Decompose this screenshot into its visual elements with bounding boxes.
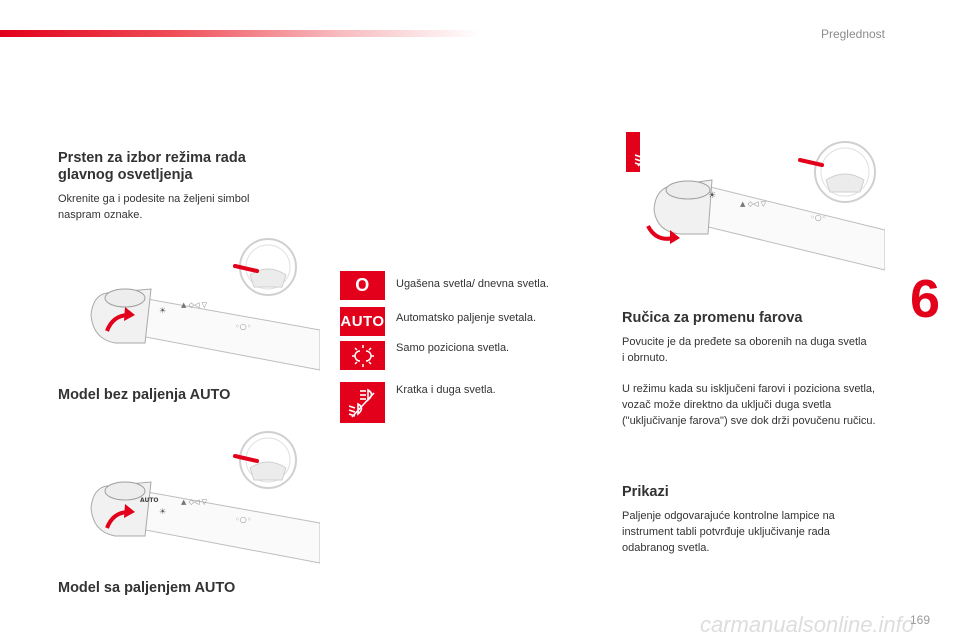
stalk-symbol: ◦○◦	[235, 515, 252, 524]
header-accent-bar	[0, 30, 480, 37]
ring-symbol-arrows: ▲ ◇◁ ▽	[740, 200, 766, 208]
lever-end-cap	[105, 482, 145, 500]
steering-wheel-hub	[250, 462, 286, 480]
lever-end-cap	[666, 181, 710, 199]
section-title: Preglednost	[820, 27, 885, 41]
position-mark	[235, 456, 257, 461]
legend-label-auto: Automatsko paljenje svetala.	[396, 312, 537, 324]
ring-symbol-sidelight: ☀	[159, 306, 167, 315]
watermark: carmanualsonline.info	[700, 612, 915, 637]
displays-section	[622, 484, 892, 556]
ring-symbol-arrows: ▲ ◇◁ ▽	[181, 301, 207, 309]
lever-illustration-no-auto	[85, 235, 320, 375]
legend-symbol-beams	[340, 382, 385, 423]
legend-label-beams: Kratka i duga svetla.	[396, 384, 496, 396]
ring-section	[58, 150, 293, 223]
model-no-auto-title: Model bez paljenja AUTO	[58, 387, 231, 403]
legend-label-off: Ugašena svetla/ dnevna svetla.	[396, 278, 549, 290]
legend-symbol-auto	[340, 307, 385, 336]
lever-section-title: Ručica za promenu farova	[622, 310, 803, 326]
stalk-symbol: ◦○◦	[235, 322, 252, 331]
lever-illustration-beam-switch	[640, 130, 885, 275]
dipped-main-beam-icon	[346, 387, 380, 419]
lever-section	[622, 310, 892, 429]
lever-section-body-2: U režimu kada su isključeni farovi i poziciona svetla, vozač može direktno da uključi duga svetla ("uključivanje farova") sve dok drži povučenu ručicu.	[622, 383, 876, 427]
lever-section-body-1: Povucite je da pređete sa oborenih na duga svetla i obrnuto.	[622, 336, 867, 364]
ring-label-auto: AUTO	[140, 497, 159, 504]
sidelight-icon	[349, 344, 377, 368]
position-mark	[800, 160, 822, 165]
position-mark	[235, 266, 257, 271]
steering-wheel-hub	[826, 174, 864, 192]
page-number: 169	[909, 613, 930, 627]
ring-symbol-sidelight: ☀	[159, 507, 167, 516]
lever-end-cap	[105, 289, 145, 307]
ring-symbol-arrows: ▲ ◇◁ ▽	[181, 498, 207, 506]
ring-section-body: Okrenite ga i podesite na željeni simbol naspram oznake.	[58, 193, 250, 221]
stalk-symbol: ◦○◦	[810, 213, 827, 222]
ring-symbol-sidelight: ☀	[708, 191, 717, 201]
displays-section-body: Paljenje odgovarajuće kontrolne lampice na instrument tabli potvrđuje uključivanje rada odabranog svetla.	[622, 510, 835, 554]
legend-symbol-auto-text: AUTO	[340, 313, 385, 330]
ring-section-title: Prsten za izbor režima rada glavnog osvetljenja	[58, 150, 246, 183]
model-auto-title: Model sa paljenjem AUTO	[58, 580, 236, 596]
chapter-number: 6	[909, 269, 941, 329]
legend-symbol-sidelight	[340, 341, 385, 370]
lever-illustration-auto	[85, 428, 320, 568]
displays-section-title: Prikazi	[622, 484, 669, 500]
legend-label-sidelight: Samo poziciona svetla.	[396, 342, 510, 354]
legend-symbol-off	[340, 271, 385, 300]
lever-stalk	[690, 182, 885, 270]
lever-stalk	[125, 295, 320, 370]
legend-symbol-off-text: O	[355, 275, 370, 295]
steering-wheel-rim	[815, 142, 875, 202]
